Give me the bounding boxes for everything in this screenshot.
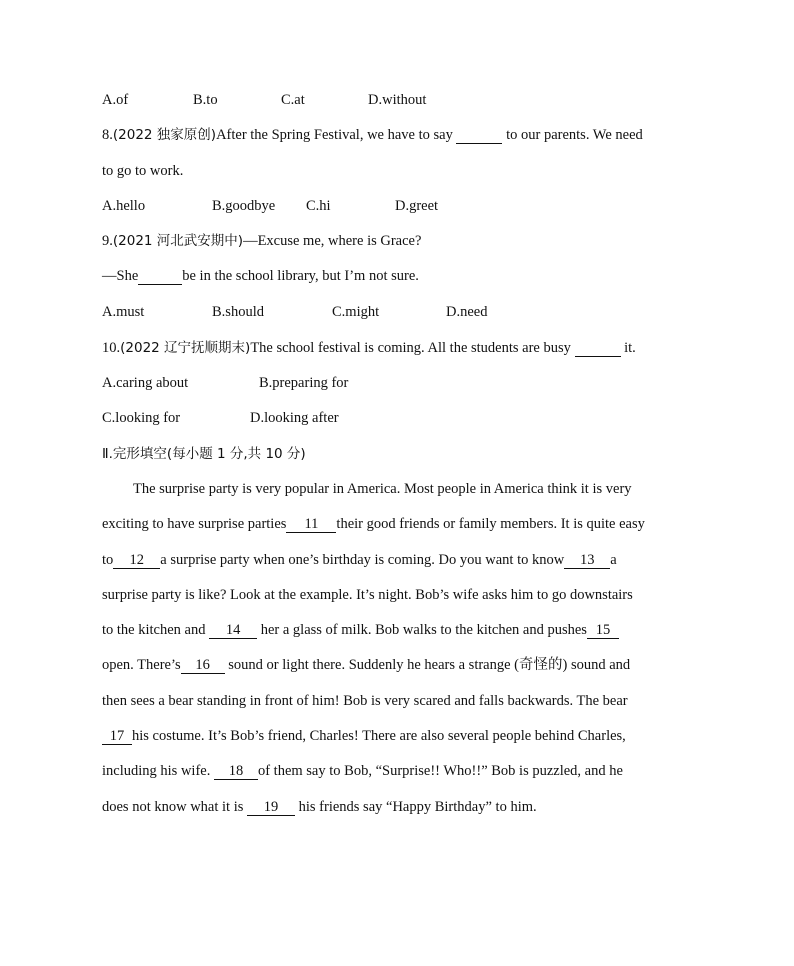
blank-15: 15 [587,623,619,639]
q9-text-b1: —She [102,268,139,284]
q9-option-a: A.must [102,304,145,320]
q8-number: 8. [102,127,113,143]
passage-line-6 [102,656,630,674]
passage-text: to [102,552,114,568]
section-title: Ⅱ.完形填空(每小题 1 分,共 10 分) [102,446,306,462]
q8-text-a: After the Spring Festival, we have to say [216,127,457,143]
passage-text: their good friends or family members. It is quite easy [336,516,645,532]
q10-text-b: it. [620,340,636,356]
q10-text-a: The school festival is coming. All the students are busy [250,340,575,356]
q7-option-d: D.without [368,92,427,108]
q9-text-a: —Excuse me, where is Grace? [243,233,422,249]
q8-text-b: to our parents. We need [502,127,643,143]
blank-17: 17 [102,729,132,745]
passage-text: does not know what it is [102,799,247,815]
passage-line-3 [102,551,617,569]
q10-option-d: D.looking after [250,410,339,426]
passage-text: sound or light there. Suddenly he hears a strange (奇怪的) sound and [224,657,631,673]
q9-option-d: D.need [446,304,488,320]
passage-line-4: surprise party is like? Look at the example. It’s night. Bob’s wife asks him to go downstairs [102,587,633,603]
blank-13: 13 [564,553,610,569]
passage-text: his costume. It’s Bob’s friend, Charles! There are also several people behind Charles, [132,728,626,744]
blank-12: 12 [113,553,160,569]
passage-text: of them say to Bob, “Surprise!! Who!!” Bob is puzzled, and he [257,763,623,779]
q9-blank [138,269,182,285]
passage-text: exciting to have surprise parties [102,516,287,532]
q7-option-a: A.of [102,92,129,108]
q10-stem [102,339,636,357]
q10-blank [575,341,621,357]
q8-option-d: D.greet [395,198,439,214]
passage-line-2 [102,515,645,533]
passage-line-1: The surprise party is very popular in America. Most people in America think it is very [133,481,632,497]
q8-blank [456,128,502,144]
blank-14: 14 [209,623,257,639]
blank-16: 16 [181,658,225,674]
q9-text-b2: be in the school library, but I’m not sure. [182,268,419,284]
q9-dialogue [102,267,419,285]
passage-line-9 [102,762,623,780]
passage-text: her a glass of milk. Bob walks to the kitchen and pushes [257,622,587,638]
q8-stem-cont: to go to work. [102,163,184,179]
passage-text: his friends say “Happy Birthday” to him. [295,799,537,815]
q7-option-c: C.at [281,92,305,108]
q10-option-b: B.preparing for [259,375,349,391]
q9-option-c: C.might [332,304,380,320]
passage-line-8 [102,727,626,745]
q8-option-b: B.goodbye [212,198,276,214]
q8-option-c: C.hi [306,198,331,214]
passage-text: a [610,552,617,568]
passage-line-10 [102,798,537,816]
q10-source: (2022 辽宁抚顺期末) [120,340,251,356]
q9-number: 9. [102,233,113,249]
q10-number: 10. [102,340,121,356]
blank-18: 18 [214,764,258,780]
passage-text: to the kitchen and [102,622,210,638]
q9-stem [102,232,421,250]
passage-line-5 [102,621,619,639]
passage-line-7: then sees a bear standing in front of him! Bob is very scared and falls backwards. The bear [102,693,628,709]
q8-option-a: A.hello [102,198,146,214]
q9-source: (2021 河北武安期中) [112,233,244,249]
q8-stem [102,126,643,144]
passage-text: a surprise party when one’s birthday is coming. Do you want to know [160,552,565,568]
passage-text: open. There’s [102,657,181,673]
q8-source: (2022 独家原创) [112,127,217,143]
blank-19: 19 [247,800,295,816]
q7-option-b: B.to [193,92,218,108]
q9-option-b: B.should [212,304,264,320]
q10-option-c: C.looking for [102,410,181,426]
passage-text: including his wife. [102,763,214,779]
q10-option-a: A.caring about [102,375,189,391]
blank-11: 11 [286,517,336,533]
